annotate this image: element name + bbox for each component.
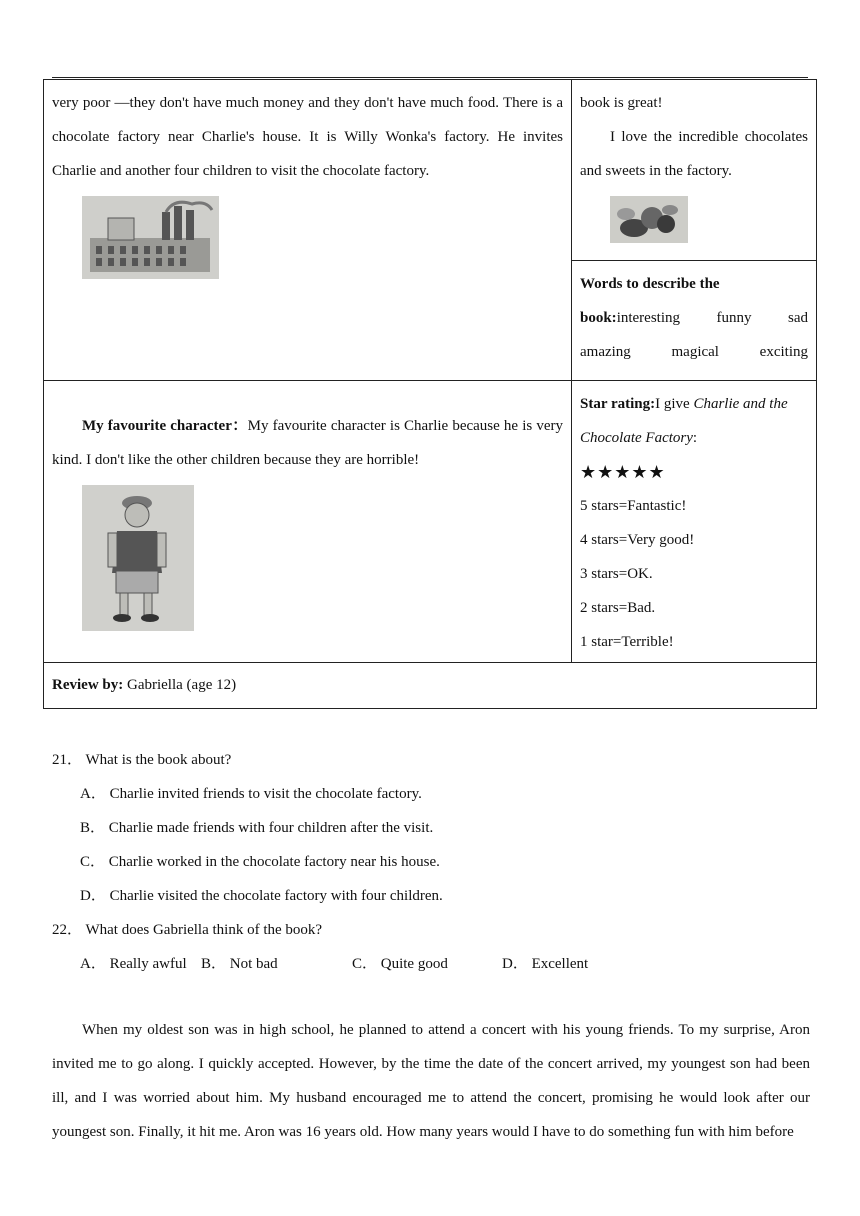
answer-option: A． Charlie invited friends to visit the chocolate factory.	[80, 786, 422, 802]
book-title: Charlie and the Chocolate Factory	[580, 396, 788, 446]
rating-scale-item: 2 stars=Bad.	[580, 600, 656, 616]
answer-option: C． Quite good	[352, 956, 448, 972]
top-rule	[52, 77, 808, 78]
word: amazing	[580, 344, 631, 360]
question-stem: 22． What does Gabriella think of the book?	[52, 922, 323, 938]
questions-section	[52, 743, 812, 981]
word: interesting	[616, 310, 681, 326]
summary-text: very poor —they don't have much money and they don't have much food. There is a chocolate factory near Charlie's house. It is Willy Wonka's factory. He invites Charlie and another four children to visit the chocolate factory.	[52, 95, 563, 179]
character-label: My favourite character：	[82, 418, 248, 434]
rating-text: Star rating:I give Charlie and the Chocolate Factory:	[580, 396, 788, 446]
words-cell	[572, 261, 817, 381]
word: sad	[787, 310, 808, 326]
question-22	[52, 913, 812, 981]
answer-option: B． Not bad	[201, 956, 278, 972]
answer-option: D． Charlie visited the chocolate factory with four children.	[80, 888, 443, 904]
question-21	[52, 743, 812, 913]
words-heading: Words to describe the	[580, 276, 720, 292]
rating-scale-item: 4 stars=Very good!	[580, 532, 695, 548]
reading-passage: When my oldest son was in high school, he planned to attend a concert with his young friends. To my surprise, Aron invited me to go along. I quickly accepted. However, by the time the date of the concert arrived, my youngest son had been ill, and I was worried about him. My husband encouraged me to attend the concert, promising he would look after our youngest son. Finally, it hit me. Aron was 16 years old. How many years would I have to do something fun with him before	[52, 1022, 810, 1140]
words-heading-2: book:	[580, 310, 617, 326]
rating-label: Star rating:	[580, 396, 656, 412]
answer-option: D． Excellent	[502, 956, 589, 972]
reviewer-label: Review by:	[52, 677, 124, 693]
word: funny	[716, 310, 752, 326]
rating-cell	[572, 381, 817, 663]
chocolates-image	[610, 196, 688, 243]
character-cell	[44, 381, 572, 663]
rating-scale-item: 3 stars=OK.	[580, 566, 653, 582]
words-row-1	[580, 301, 808, 335]
book-review-table	[43, 79, 817, 709]
star-rating: ★★★★★	[580, 462, 666, 482]
word: magical	[671, 344, 719, 360]
opinion-line-1: book is great!	[580, 95, 663, 111]
factory-image	[82, 196, 219, 279]
reviewer-name: Gabriella (age 12)	[123, 677, 237, 693]
character-text: My favourite character：My favourite character is Charlie because he is very kind. I don't like the other children because they are horrible!	[52, 418, 563, 468]
answer-options-row	[52, 947, 812, 981]
opinion-cell	[572, 80, 817, 261]
question-stem: 21． What is the book about?	[52, 752, 232, 768]
rating-scale-item: 1 star=Terrible!	[580, 634, 674, 650]
answer-option: C． Charlie worked in the chocolate factory near his house.	[80, 854, 440, 870]
reviewer-cell	[44, 663, 817, 709]
rating-scale-item: 5 stars=Fantastic!	[580, 498, 687, 514]
opinion-line-2: I love the incredible chocolates and sweets in the factory.	[580, 129, 808, 179]
answer-option: A． Really awful	[80, 956, 187, 972]
summary-cell	[44, 80, 572, 381]
answer-option: B． Charlie made friends with four children after the visit.	[80, 820, 434, 836]
word: exciting	[759, 344, 808, 360]
words-row-2	[580, 335, 808, 369]
charlie-image	[82, 485, 194, 631]
